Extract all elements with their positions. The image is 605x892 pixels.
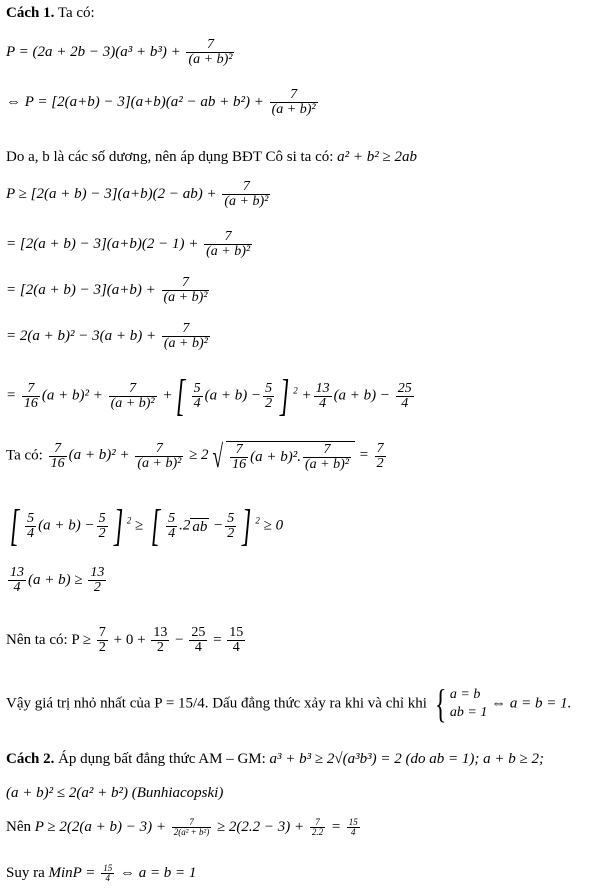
equation-1: P = (2a + 2b − 3)(a³ + b³) + $\frac{7}{\text{(a + b)²}}$ <box>6 37 233 67</box>
method2-line1: Cách 2. Áp dụng bất đẳng thức AM – GM: a³ + b³ ≥ 2√(a³b³) = 2 (do ab = 1); a + b ≥ 2; <box>6 751 544 767</box>
step-5: = $\frac{7}{16}$ (a + b)² + $\frac{7}{\text{(a + b)²}}$ +[ $\frac{5}{4}$ (a + b) − $\frac{5}{2}$ ] $^2$ + $\frac{13}{4}$ (a + b) − $\frac{25}{4}$ <box>6 371 412 420</box>
result-line: Nên ta có: P ≥ $\frac{7}{2}$ + 0 + $\frac{13}{2}$ − $\frac{25}{4}$ = $\frac{15}{4}$ <box>6 625 244 655</box>
method1-heading <box>6 6 95 21</box>
inequality-1: Ta có: $\frac{7}{16}$ (a + b)² + $\frac{7}{\text{(a + b)²}}$ ≥ 2 √ $\frac{7}{16}$ (a + b)². $\frac{7}{\text{(a + b)²}}$ = $\frac{7}{2}$ <box>6 438 384 474</box>
method1-intro: Ta có: <box>54 5 95 21</box>
step-2: = [2(a + b) − 3](a+b)(2 − 1) + $\frac{7}{\text{(a + b)²}}$ <box>6 229 251 259</box>
equation-2: ⇔ P = [2(a+b) − 3](a+b)(a² − ab + b²) + $\frac{7}{\text{(a + b)²}}$ <box>6 87 316 117</box>
method2-line3: Nên P ≥ 2(2(a + b) − 3) + $\frac{7}{\text{2(a² + b²)}}$ ≥ 2(2.2 − 3) + $\frac{7}{2.2}$ = $\frac{15}{4}$ <box>6 817 358 837</box>
step-3: = [2(a + b) − 3](a+b) + $\frac{7}{\text{(a + b)²}}$ <box>6 275 208 305</box>
method2-title: Cách 2. <box>6 751 55 767</box>
method1-title: Cách 1. <box>6 5 55 21</box>
conclusion-line: Vậy giá trị nhỏ nhất của P = 15/4. Dấu đẳng thức xảy ra khi và chỉ khi { a = b ab = 1 ⇔ a = b = 1. <box>6 681 572 726</box>
method2-line2: (a + b)² ≤ 2(a² + b²) (Bunhiacopski) <box>6 785 224 801</box>
step-1: P ≥ [2(a + b) − 3](a+b)(2 − ab) + $\frac{7}{\text{(a + b)²}}$ <box>6 179 269 209</box>
cosi-note: Do a, b là các số dương, nên áp dụng BĐT Cô si ta có: a² + b² ≥ 2ab <box>6 149 418 165</box>
step-4: = 2(a + b)² − 3(a + b) + $\frac{7}{\text{(a + b)²}}$ <box>6 321 208 351</box>
method2-final: Suy ra MinP = $\frac{15}{4}$ ⇔ a = b = 1 <box>6 863 197 883</box>
inequality-3: $\frac{13}{4}$ (a + b) ≥ $\frac{13}{2}$ <box>10 565 105 595</box>
inequality-2: [ $\frac{5}{4}$ (a + b) − $\frac{5}{2}$ ] $^2$ ≥ [ $\frac{5}{4}$ .2 ab − $\frac{5}{2}$ ] $^2$ ≥ 0 <box>9 501 284 550</box>
